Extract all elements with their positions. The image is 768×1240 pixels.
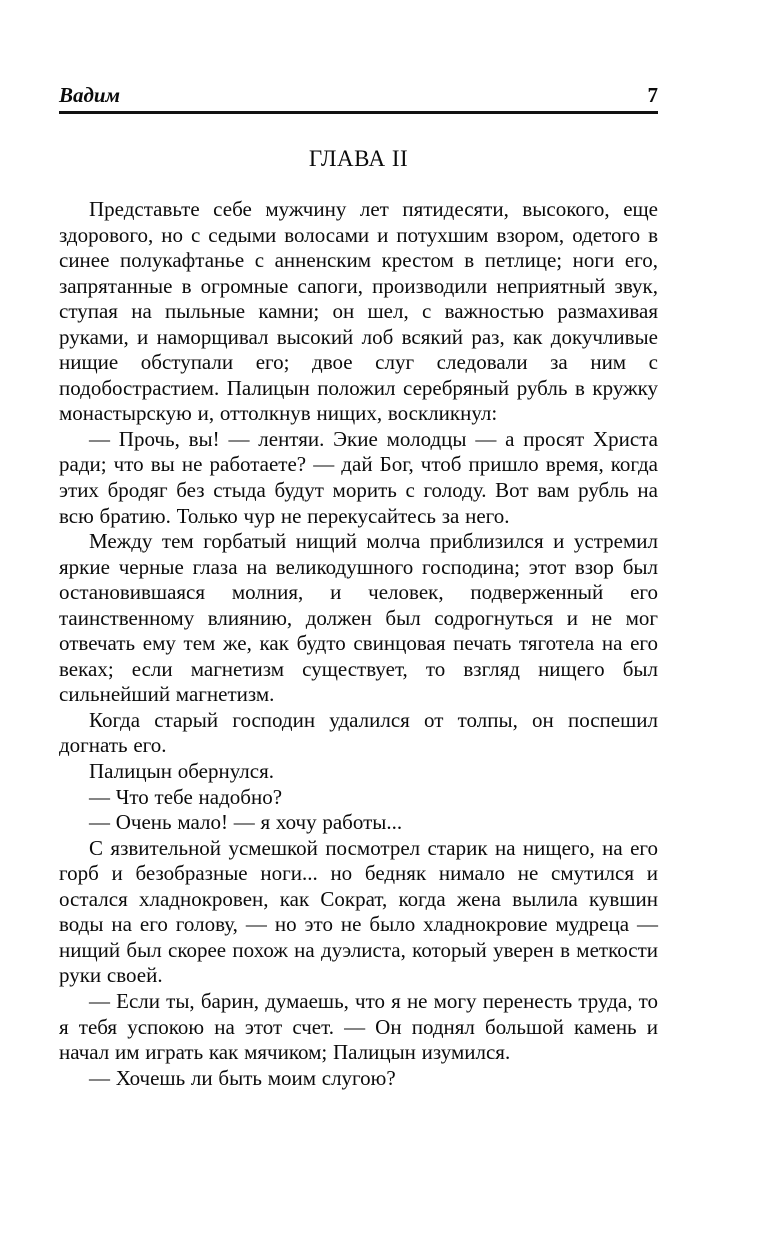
paragraph: Между тем горбатый нищий молча приблизился и устремил яркие черные глаза на великодушного господина; этот взор был остановившаяся молния, и человек, подверженный его таинственному влиянию, должен был содрогнуться и не мог отвечать ему тем же, как будто свинцовая печать тяготела на его веках; если магнетизм существует, то взгляд нищего был сильнейший магнетизм. — [59, 529, 658, 707]
body-text — [59, 197, 658, 1091]
chapter-title: ГЛАВА II — [308, 146, 409, 171]
paragraph: Палицын обернулся. — [89, 759, 274, 784]
running-title: Вадим — [59, 83, 120, 107]
page-header — [59, 84, 658, 114]
paragraph: — Прочь, вы! — лентяи. Экие молодцы — а просят Христа ради; что вы не работаете? — дай Бог, чтоб пришло время, когда этих бродяг без стыда будут морить с голоду. Вот вам рубль на всю братию. Только чур не перекусайтесь за него. — [59, 426, 658, 528]
paragraph: — Что тебе надобно? — [89, 784, 283, 809]
paragraph: С язвительной усмешкой посмотрел старик на нищего, на его горб и безобразные ноги... но бедняк нимало не смутился и остался хладнокровен, как Сократ, когда жена вылила кувшин воды на его голову, — но это не было хладнокровие мудреца — нищий был скорее похож на дуэлиста, который уверен в меткости руки своей. — [59, 835, 658, 988]
paragraph: Когда старый господин удалился от толпы, он поспешил догнать его. — [59, 707, 658, 758]
paragraph: — Если ты, барин, думаешь, что я не могу перенесть труда, то я тебя успокою на этот счет. — Он поднял большой камень и начал им играть как мячиком; Палицын изумился. — [59, 988, 658, 1065]
page-number: 7 — [647, 83, 658, 107]
paragraph: — Хочешь ли быть моим слугою? — [89, 1065, 396, 1090]
paragraph: Представьте себе мужчину лет пятидесяти, высокого, еще здорового, но с седыми волосами и потухшим взором, одетого в синее полукафтанье с анненским крестом в петлице; ноги его, запрятанные в огромные сапоги, производили неприятный звук, ступая на пыльные камни; он шел, с важностью размахивая руками, и наморщивал высокий лоб всякий раз, как докучливые нищие обступали его; двое слуг следовали за ним с подобострастием. Палицын положил серебряный рубль в кружку монастырскую и, оттолкнув нищих, воскликнул: — [59, 197, 658, 426]
paragraph: — Очень мало! — я хочу работы... — [89, 810, 403, 835]
